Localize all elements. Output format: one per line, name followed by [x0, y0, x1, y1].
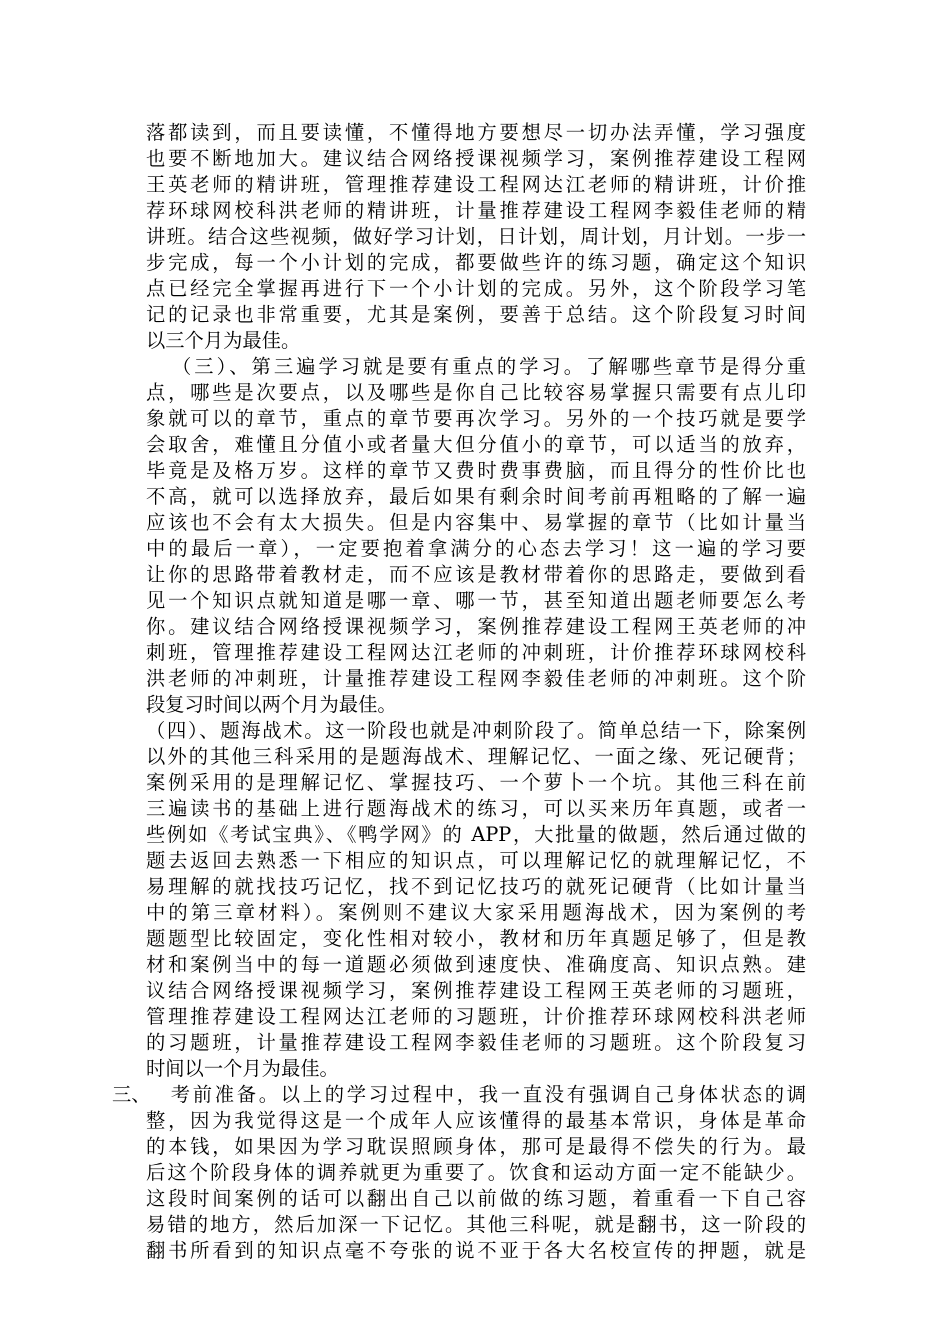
text-line: 刺班，管理推荐建设工程网达江老师的冲刺班，计价推荐环球网校科	[146, 641, 806, 664]
text-line: 的习题班，计量推荐建设工程网李毅佳老师的习题班。这个阶段复习	[146, 1031, 806, 1054]
text-line: 案例采用的是理解记忆、掌握技巧、一个萝卜一个坑。其他三科在前	[146, 771, 806, 794]
text-line: 荐环球网校科洪老师的精讲班，计量推荐建设工程网李毅佳老师的精	[146, 199, 806, 222]
text-line: 时间以一个月为最佳。	[146, 1057, 339, 1080]
section-number: 三、	[112, 1083, 151, 1106]
paragraph-first-line: （三）、第三遍学习就是要有重点的学习。了解哪些章节是得分重	[172, 355, 806, 378]
text-line: 步完成，每一个小计划的完成，都要做些许的练习题，确定这个知识	[146, 251, 806, 274]
text-line: 点已经完全掌握再进行下一个小计划的完成。另外，这个阶段学习笔	[146, 277, 806, 300]
text-line: 以三个月为最佳。	[146, 329, 301, 352]
text-line: 你。建议结合网络授课视频学习，案例推荐建设工程网王英老师的冲	[146, 615, 806, 638]
text-line: 王英老师的精讲班，管理推荐建设工程网达江老师的精讲班，计价推	[146, 173, 806, 196]
text-line: 讲班。结合这些视频，做好学习计划，日计划，周计划，月计划。一步一	[146, 225, 806, 248]
text-line: 落都读到，而且要读懂，不懂得地方要想尽一切办法弄懂，学习强度	[146, 121, 806, 144]
text-line: 让你的思路带着教材走，而不应该是教材带着你的思路走，要做到看	[146, 563, 806, 586]
text-line: 段复习时间以两个月为最佳。	[146, 693, 397, 716]
text-line: 不高，就可以选择放弃，最后如果有剩余时间考前再粗略的了解一遍	[146, 485, 806, 508]
text-line: 见一个知识点就知道是哪一章、哪一节，甚至知道出题老师要怎么考	[146, 589, 806, 612]
text-line: 题题型比较固定，变化性相对较小，教材和历年真题足够了，但是教	[146, 927, 806, 950]
text-line: 中的第三章材料）。案例则不建议大家采用题海战术，因为案例的考	[146, 901, 806, 924]
text-line: 整，因为我觉得这是一个成年人应该懂得的最基本常识，身体是革命	[146, 1109, 806, 1132]
section-heading-line	[112, 1082, 806, 1108]
text-line: 题去返回去熟悉一下相应的知识点，可以理解记忆的就理解记忆，不	[146, 849, 806, 872]
text-line: 议结合网络授课视频学习，案例推荐建设工程网王英老师的习题班，	[146, 979, 806, 1002]
text-line: 象就可以的章节，重点的章节要再次学习。另外的一个技巧就是要学	[146, 407, 806, 430]
text-line: 易错的地方，然后加深一下记忆。其他三科呢，就是翻书，这一阶段的	[146, 1213, 806, 1236]
text-line: 这段时间案例的话可以翻出自己以前做的练习题，着重看一下自己容	[146, 1187, 806, 1210]
text-line: 也要不断地加大。建议结合网络授课视频学习，案例推荐建设工程网	[146, 147, 806, 170]
text-line: 的本钱，如果因为学习耽误照顾身体，那可是最得不偿失的行为。最	[146, 1135, 806, 1158]
text-line: 三遍读书的基础上进行题海战术的练习，可以买来历年真题，或者一	[146, 797, 806, 820]
paragraph-first-line: （四）、题海战术。这一阶段也就是冲刺阶段了。简单总结一下，除案例	[146, 719, 806, 742]
text-line: 毕竟是及格万岁。这样的章节又费时费事费脑，而且得分的性价比也	[146, 459, 806, 482]
text-line: 以外的其他三科采用的是题海战术、理解记忆、一面之缘、死记硬背；	[146, 745, 806, 768]
text-line: 后这个阶段身体的调养就更为重要了。饮食和运动方面一定不能缺少。	[146, 1161, 806, 1184]
text-line: 材和案例当中的每一道题必须做到速度快、准确度高、知识点熟。建	[146, 953, 806, 976]
text-line: 中的最后一章），一定要抱着拿满分的心态去学习！这一遍的学习要	[146, 537, 806, 560]
text-line: 洪老师的冲刺班，计量推荐建设工程网李毅佳老师的冲刺班。这个阶	[146, 667, 806, 690]
text-line: 些例如《考试宝典》、《鸭学网》的 APP，大批量的做题，然后通过做的	[146, 823, 806, 846]
text-line: 点，哪些是次要点，以及哪些是你自己比较容易掌握只需要有点儿印	[146, 381, 806, 404]
text-line: 应该也不会有太大损失。但是内容集中、易掌握的章节（比如计量当	[146, 511, 806, 534]
text-line: 会取舍，难懂且分值小或者量大但分值小的章节，可以适当的放弃，	[146, 433, 806, 456]
text-line: 易理解的就找技巧记忆，找不到记忆技巧的就死记硬背（比如计量当	[146, 875, 806, 898]
text-line: 记的记录也非常重要，尤其是案例，要善于总结。这个阶段复习时间	[146, 303, 806, 326]
section-heading-text: 考前准备。以上的学习过程中，我一直没有强调自己身体状态的调	[168, 1083, 806, 1106]
text-line: 翻书所看到的知识点毫不夸张的说不亚于各大名校宣传的押题，就是	[146, 1239, 806, 1262]
text-line: 管理推荐建设工程网达江老师的习题班，计价推荐环球网校科洪老师	[146, 1005, 806, 1028]
